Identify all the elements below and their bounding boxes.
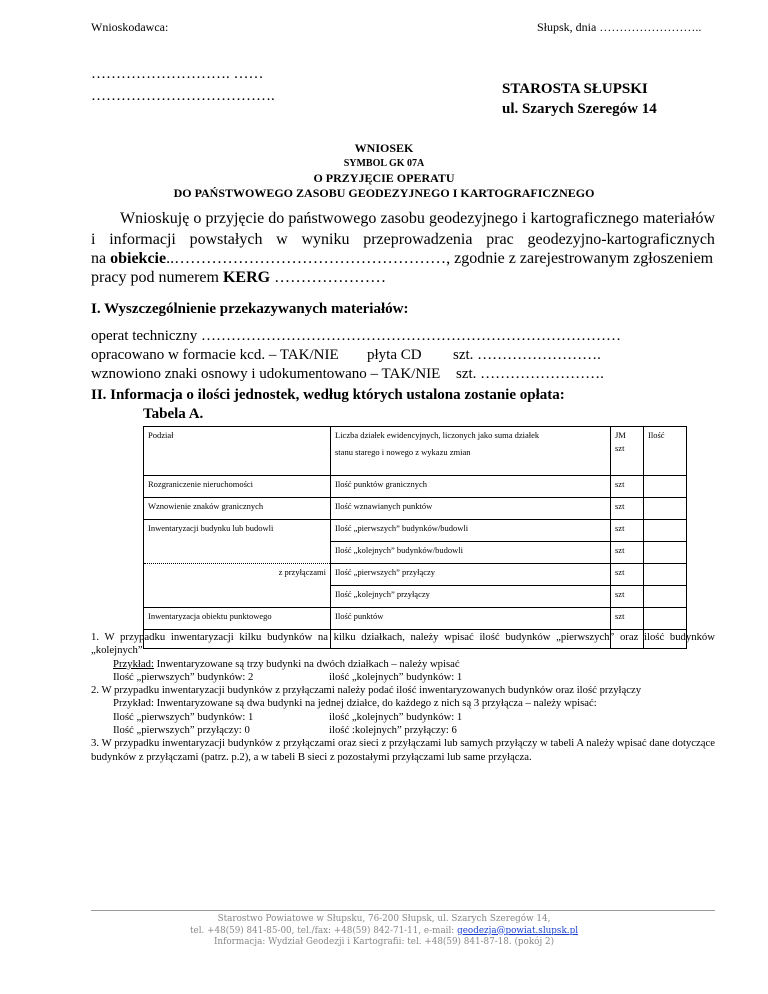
applicant-line-1: ………………………. …… — [91, 66, 264, 82]
quantity-cell[interactable] — [644, 564, 687, 586]
quantity-cell[interactable] — [644, 476, 687, 498]
object-label: obiekcie — [110, 250, 167, 267]
cd-count-field[interactable]: szt. ……………………. — [453, 347, 601, 363]
quantity-cell[interactable] — [644, 498, 687, 520]
object-field[interactable]: ..……………………………………………, zgodnie z zarejestrowanym zgłoszeniem — [166, 250, 714, 267]
applicant-line-2: ………………………………. — [91, 88, 275, 104]
document-symbol: SYMBOL GK 07A — [343, 158, 425, 169]
document-title: WNIOSEK — [354, 141, 414, 155]
note-2: 2. W przypadku inwentaryzacji budynków z przyłączami należy podać ilość inwentaryzowanych budynków oraz ilość przyłączy — [91, 684, 642, 697]
cd-label: płyta CD — [367, 347, 422, 363]
quantity-cell[interactable] — [644, 542, 687, 564]
intro-line-3: na obiekcie..……………………………………………, zgodnie z zarejestrowanym zgłoszeniem — [91, 250, 714, 267]
note-2-values-1: Ilość „pierwszych” budynków: 1 ilość „kolejnych” budynków: 1 — [113, 710, 463, 723]
footer-line-3: Informacja: Wydział Geodezji i Kartografii: tel. +48(59) 841-87-18. (pokój 2) — [213, 937, 555, 947]
note-2-values-2: Ilość „pierwszych” przyłączy: 0 ilość :kolejnych” przyłączy: 6 — [113, 724, 457, 737]
note-1-values: Ilość „pierwszych” budynków: 2 ilość „kolejnych” budynków: 1 — [113, 670, 463, 683]
table-a — [143, 426, 687, 649]
intro-line-1: Wnioskuję o przyjęcie do państwowego zasobu geodezyjnego i kartograficznego materiałów — [120, 210, 715, 227]
notes — [91, 631, 715, 764]
technical-report-field[interactable]: operat techniczny ………………………………………………………………………… — [91, 328, 621, 344]
quantity-cell[interactable] — [644, 608, 687, 630]
table-row: z przyłączami Ilość „pierwszych” przyłączy szt — [144, 564, 687, 586]
footer-line-1: Starostwo Powiatowe w Słupsku, 76-200 Słupsk, ul. Szarych Szeregów 14, — [217, 914, 551, 924]
table-row: Inwentaryzacja obiektu punktowego Ilość punktów szt — [144, 608, 687, 630]
header-division: Podział — [144, 427, 331, 476]
recipient-name: STAROSTA SŁUPSKI — [502, 81, 648, 97]
section-1-heading: I. Wyszczególnienie przekazywanych materiałów: — [91, 301, 409, 317]
footer-divider — [91, 910, 715, 911]
control-marks-option[interactable]: wznowiono znaki osnowy i udokumentowano – TAK/NIE — [91, 366, 441, 382]
table-row: Wznowienie znaków granicznych Ilość wznawianych punktów szt — [144, 498, 687, 520]
table-row: Ilość „kolejnych” budynków/budowli szt — [144, 542, 687, 564]
header-parcels: Liczba działek ewidencyjnych, liczonych jako suma działek stanu starego i nowego z wykazu zmian — [331, 427, 611, 476]
control-marks-count-field[interactable]: szt. ……………………. — [456, 366, 604, 382]
table-header-row — [144, 427, 687, 476]
note-1-example: Przykład: Inwentaryzowane są trzy budynki na dwóch działkach – należy wpisać — [113, 657, 460, 670]
table-a-title: Tabela A. — [143, 406, 204, 422]
kerg-field[interactable]: ………………… — [270, 269, 387, 286]
table-row: Inwentaryzacji budynku lub budowli Ilość „pierwszych” budynków/budowli szt — [144, 520, 687, 542]
applicant-label: Wnioskodawca: — [91, 20, 169, 34]
footer — [0, 914, 768, 949]
quantity-cell[interactable] — [644, 520, 687, 542]
note-2-example: Przykład: Inwentaryzowane są dwa budynki na jednej działce, do każdego z nich są 3 przyłącza – należy wpisać: — [113, 697, 597, 710]
section-2-heading: II. Informacja o ilości jednostek, według których ustalona zostanie opłata: — [91, 387, 565, 403]
intro-line-2: i informacji powstałych w wyniku przeprowadzenia prac geodezyjno-kartograficznych — [91, 231, 715, 248]
table-row: Ilość „kolejnych” przyłączy szt — [144, 586, 687, 608]
kcd-format-option[interactable]: opracowano w formacie kcd. – TAK/NIE — [91, 347, 339, 363]
document-title-line-1: O PRZYJĘCIE OPERATU — [313, 171, 455, 185]
intro-line-4: pracy pod numerem KERG ………………… — [91, 269, 387, 286]
place-date: Słupsk, dnia …………………….. — [537, 20, 702, 34]
header-quantity: Ilość — [644, 427, 687, 476]
header-unit: JM szt — [611, 427, 644, 476]
email-link[interactable]: geodezja@powiat.slupsk.pl — [457, 925, 579, 936]
footer-line-2: tel. +48(59) 841-85-00, tel./fax: +48(59) 842-71-11, e-mail: geodezja@powiat.slupsk.pl — [189, 925, 579, 936]
document-title-line-2: DO PAŃSTWOWEGO ZASOBU GEODEZYJNEGO I KARTOGRAFICZNEGO — [173, 186, 595, 200]
note-1: 1. W przypadku inwentaryzacji kilku budynków na kilku działkach, należy wpisać ilość budynków „pierwszych” oraz ilość budynków „kolejnych” — [91, 631, 715, 657]
note-3: 3. W przypadku inwentaryzacji budynków z przyłączami oraz sieci z przyłączami lub samych przyłączy w tabeli A należy wpisać dane dotyczące budynków z przyłączami (patrz. p.2), a w tabeli B sieci z pozostałymi przyłączami lub same przyłącza. — [91, 737, 715, 763]
quantity-cell[interactable] — [644, 586, 687, 608]
recipient-address: ul. Szarych Szeregów 14 — [502, 101, 657, 117]
kerg-label: KERG — [222, 269, 271, 286]
table-row: Rozgraniczenie nieruchomości Ilość punktów granicznych szt — [144, 476, 687, 498]
